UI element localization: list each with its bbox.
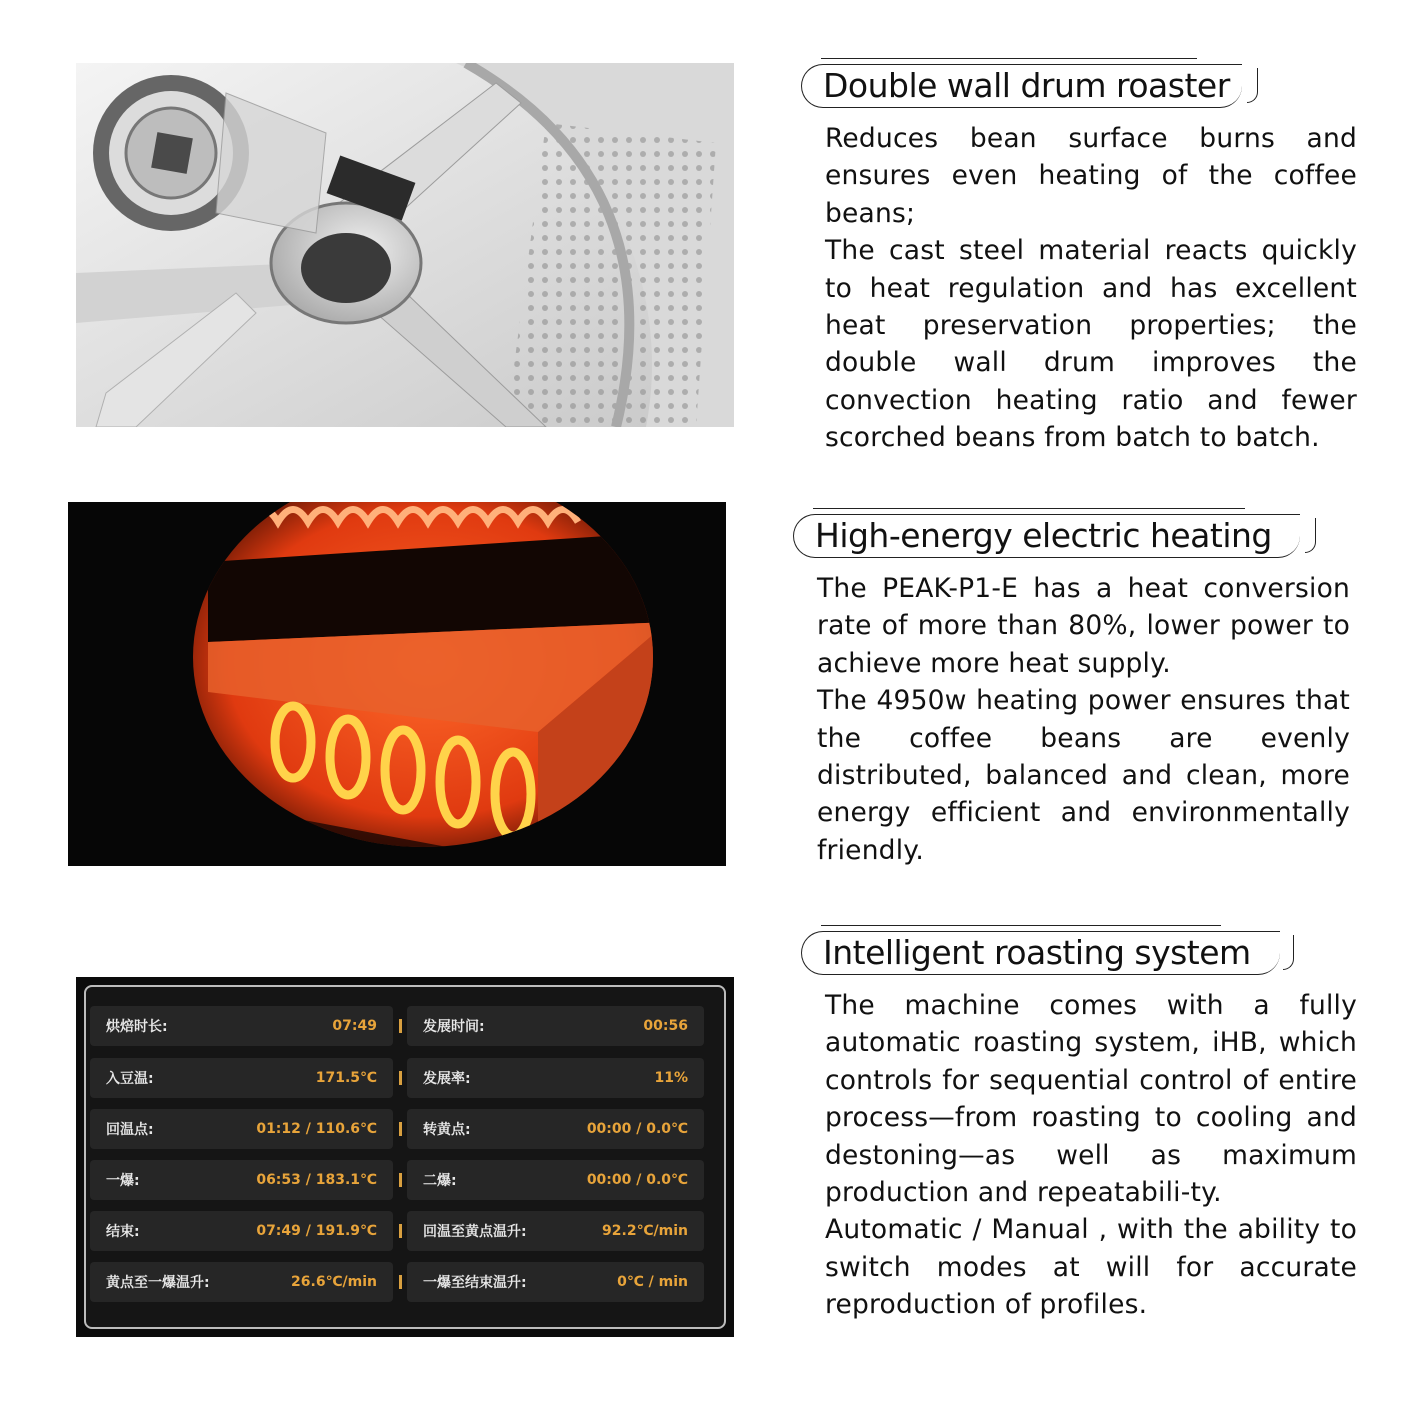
cell-value: 07:49 [332, 1018, 377, 1034]
divider [393, 1224, 407, 1238]
screen-cell [90, 1262, 393, 1302]
cell-value: 07:49 / 191.9℃ [256, 1223, 377, 1239]
screen-row [90, 1006, 704, 1046]
divider [393, 1019, 407, 1033]
screen-cell [90, 1058, 393, 1098]
screen-cell [407, 1211, 704, 1251]
cell-value: 171.5℃ [315, 1070, 377, 1086]
section-heading-drum [801, 58, 1261, 108]
heating-coil-image [68, 502, 726, 866]
cell-value: 11% [654, 1070, 688, 1086]
cell-value: 26.6℃/min [291, 1274, 377, 1290]
cell-value: 00:00 / 0.0℃ [586, 1121, 688, 1137]
section-title: Double wall drum roaster [823, 66, 1230, 105]
paragraph: The machine comes with a fully automatic roasting system, iHB, which controls for sequential control of entire process—from roasting to cooling and destoning—as well as maximum production and repeatabili-ty. [825, 990, 1357, 1209]
cell-label: 转黄点: [423, 1122, 471, 1138]
section-description [825, 120, 1357, 457]
section-description [817, 570, 1350, 869]
screen-row [90, 1109, 704, 1149]
paragraph: The cast steel material reacts quickly to heat regulation and has excellent heat preservation properties; the double wall drum improves the convection heating ratio and fewer scorched beans from batch to batch. [825, 235, 1357, 454]
drum-image [76, 63, 734, 427]
screen-cell [407, 1262, 704, 1302]
divider [393, 1122, 407, 1136]
screen-row [90, 1058, 704, 1098]
cell-label: 结束: [106, 1224, 140, 1240]
paragraph: The 4950w heating power ensures that the coffee beans are evenly distributed, balanced and clean, more energy efficient and environmentally friendly. [817, 685, 1350, 866]
cell-value: 01:12 / 110.6℃ [256, 1121, 377, 1137]
cell-label: 回温点: [106, 1122, 154, 1138]
section-heading-heating [793, 508, 1323, 558]
screen-cell [407, 1006, 704, 1046]
screen-cell [407, 1160, 704, 1200]
section-heading-intelligent [801, 925, 1297, 975]
cell-label: 一爆至结束温升: [423, 1275, 527, 1291]
section-title: High-energy electric heating [815, 516, 1272, 555]
paragraph: The PEAK-P1-E has a heat conversion rate of more than 80%, lower power to achieve more heat supply. [817, 573, 1350, 679]
screen-cell [90, 1109, 393, 1149]
roasting-control-screen [76, 977, 734, 1337]
screen-cell [407, 1058, 704, 1098]
screen-cell [407, 1109, 704, 1149]
screen-row [90, 1262, 704, 1302]
screen-row [90, 1160, 704, 1200]
cell-label: 发展时间: [423, 1019, 485, 1035]
cell-label: 一爆: [106, 1173, 140, 1189]
screen-cell [90, 1006, 393, 1046]
cell-value: 06:53 / 183.1℃ [256, 1172, 377, 1188]
section-description [825, 987, 1357, 1324]
cell-value: 92.2℃/min [602, 1223, 688, 1239]
screen-cell [90, 1211, 393, 1251]
cell-label: 烘焙时长: [106, 1019, 168, 1035]
screen-row [90, 1211, 704, 1251]
divider [393, 1071, 407, 1085]
divider [393, 1173, 407, 1187]
cell-label: 二爆: [423, 1173, 457, 1189]
screen-cell [90, 1160, 393, 1200]
cell-label: 发展率: [423, 1071, 471, 1087]
cell-value: 00:00 / 0.0℃ [586, 1172, 688, 1188]
divider [393, 1275, 407, 1289]
cell-label: 黄点至一爆温升: [106, 1275, 210, 1291]
paragraph: Reduces bean surface burns and ensures even heating of the coffee beans; [825, 123, 1357, 229]
cell-value: 00:56 [643, 1018, 688, 1034]
cell-label: 回温至黄点温升: [423, 1224, 527, 1240]
section-title: Intelligent roasting system [823, 933, 1251, 972]
paragraph: Automatic / Manual , with the ability to switch modes at will for accurate reproduction of profiles. [825, 1214, 1357, 1321]
cell-label: 入豆温: [106, 1071, 154, 1087]
cell-value: 0℃ / min [617, 1274, 688, 1290]
